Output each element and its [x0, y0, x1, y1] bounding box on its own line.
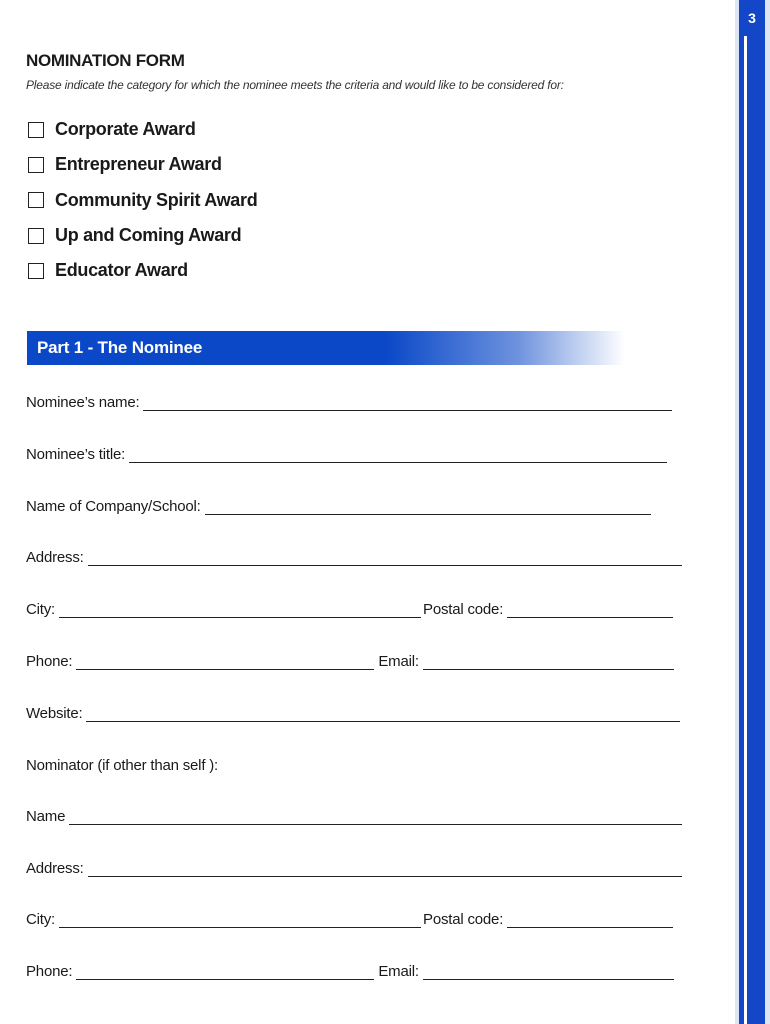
side-accent-bar [739, 0, 765, 1024]
email-field[interactable] [423, 654, 674, 670]
company-field[interactable] [205, 499, 651, 515]
field-label: Postal code: [423, 911, 504, 928]
section-title: Part 1 - The Nominee [37, 338, 203, 357]
award-label: Entrepreneur Award [55, 154, 222, 175]
page-number: 3 [748, 10, 756, 26]
nominator-phone-field[interactable] [76, 964, 374, 980]
nominee-title-field[interactable] [129, 447, 667, 463]
form-title: NOMINATION FORM [26, 51, 185, 70]
award-label: Educator Award [55, 260, 188, 281]
section-banner [27, 331, 625, 365]
award-label: Up and Coming Award [55, 225, 242, 246]
website-field[interactable] [86, 706, 680, 722]
field-label: Name [26, 808, 66, 825]
phone-field[interactable] [76, 654, 374, 670]
city-field[interactable] [59, 602, 421, 618]
award-option-community-spirit[interactable] [28, 183, 257, 218]
nominator-city-field[interactable] [59, 912, 421, 928]
field-label: Nominee’s name: [26, 394, 140, 411]
field-label: Website: [26, 705, 83, 722]
field-label: Phone: [26, 653, 73, 670]
nominator-name-row [26, 808, 682, 825]
company-row [26, 498, 651, 515]
phone-email-row [26, 653, 674, 670]
award-label: Corporate Award [55, 119, 196, 140]
award-option-entrepreneur[interactable] [28, 147, 257, 182]
website-row [26, 705, 680, 722]
field-label: City: [26, 601, 56, 618]
checkbox[interactable] [28, 122, 44, 138]
address-field[interactable] [88, 550, 682, 566]
field-label: Nominee’s title: [26, 446, 126, 463]
field-label: Address: [26, 860, 84, 877]
nominator-email-field[interactable] [423, 964, 674, 980]
nominator-address-row [26, 860, 682, 877]
field-label: Postal code: [423, 601, 504, 618]
checkbox[interactable] [28, 263, 44, 279]
nominator-heading: Nominator (if other than self ): [26, 757, 219, 774]
award-category-list [28, 112, 257, 288]
nominator-phone-email-row [26, 963, 674, 980]
checkbox[interactable] [28, 157, 44, 173]
postal-code-field[interactable] [507, 602, 673, 618]
address-row [26, 549, 682, 566]
checkbox[interactable] [28, 192, 44, 208]
city-postal-row [26, 601, 673, 618]
field-label: Address: [26, 549, 84, 566]
field-label: Phone: [26, 963, 73, 980]
nominator-name-field[interactable] [69, 809, 682, 825]
field-label: Email: [378, 653, 419, 670]
award-option-up-and-coming[interactable] [28, 218, 257, 253]
form-instructions: Please indicate the category for which the nominee meets the criteria and would like to be considered for: [26, 78, 564, 92]
side-accent-stripe [744, 36, 747, 1024]
field-label: Name of Company/School: [26, 498, 201, 515]
award-option-corporate[interactable] [28, 112, 257, 147]
nominator-address-field[interactable] [88, 861, 682, 877]
nominee-name-row [26, 394, 672, 411]
field-label: Email: [378, 963, 419, 980]
nominee-name-field[interactable] [143, 395, 672, 411]
checkbox[interactable] [28, 228, 44, 244]
award-label: Community Spirit Award [55, 189, 258, 210]
field-label: City: [26, 911, 56, 928]
nominee-title-row [26, 446, 667, 463]
award-option-educator[interactable] [28, 253, 257, 288]
nominator-postal-code-field[interactable] [507, 912, 673, 928]
nominator-city-postal-row [26, 911, 673, 928]
